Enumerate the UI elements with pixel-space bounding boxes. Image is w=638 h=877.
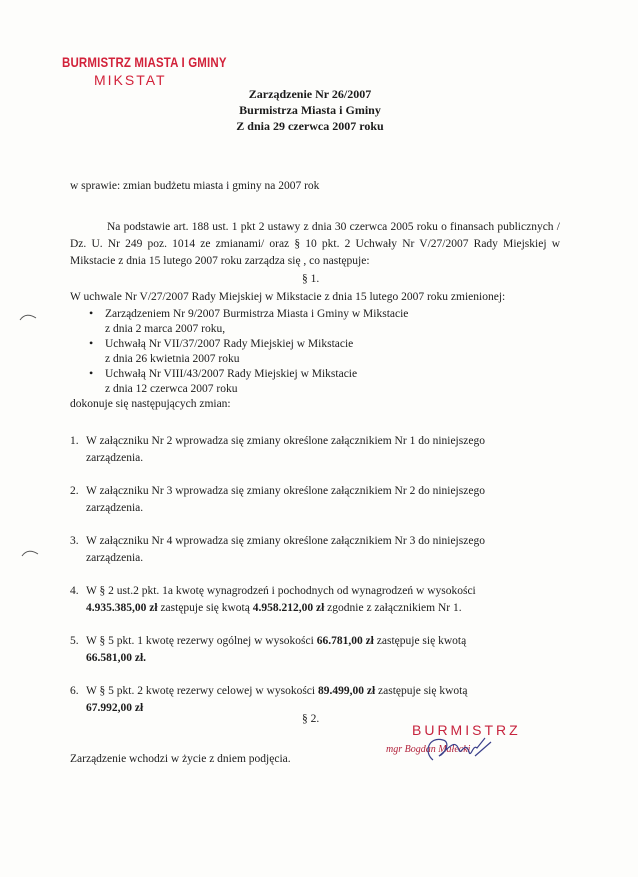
list-item-line-2: z dnia 26 kwietnia 2007 roku [105, 353, 240, 365]
amount-old: 89.499,00 zł [317, 685, 376, 697]
change-item [70, 633, 560, 667]
intro-paragraph: Na podstawie art. 188 ust. 1 pkt 2 ustawy z dnia 30 czerwca 2005 roku o finansach publicznych / Dz. U. Nr 249 poz. 1014 ze zmianami/ oraz § 10 pkt. 2 Uchwały Nr V/27/2007 Rady Miejskiej w Mikstacie z dnia 15 lutego 2007 roku zarządza się , co następuje: [70, 221, 560, 267]
change-number: 3. [70, 535, 79, 547]
bullet-icon: • [89, 306, 94, 320]
amount-new: 66.581,00 zł. [86, 652, 147, 664]
title-line-1: Zarządzenie Nr 26/2007 [248, 87, 372, 101]
section-1-mark: § 1. [302, 273, 320, 285]
signature-stamp [380, 722, 540, 755]
title-line-3: Z dnia 29 czerwca 2007 roku [236, 119, 384, 133]
change-line-2 [86, 600, 560, 617]
stamp-line-1: BURMISTRZ MIASTA I GMINY [62, 54, 227, 70]
header-stamp [62, 54, 263, 88]
change-line-2: zarządzenia. [86, 552, 144, 564]
list-item-line-1: Uchwałą Nr VII/37/2007 Rady Miejskiej w Mikstacie [105, 338, 354, 350]
amount-new: 4.958.212,00 zł [252, 602, 325, 614]
change-number: 5. [70, 635, 79, 647]
bullet-icon: • [89, 366, 94, 380]
margin-scribble-icon [20, 548, 40, 558]
change-number: 1. [70, 435, 79, 447]
section-2-text: Zarządzenie wchodzi w życie z dniem podjęcia. [70, 753, 291, 765]
change-item [70, 433, 560, 467]
change-text-pre: W § 5 pkt. 1 kwotę rezerwy ogólnej w wysokości [86, 635, 317, 647]
bullet-icon: • [89, 336, 94, 350]
change-text-pre: W § 5 pkt. 2 kwotę rezerwy celowej w wysokości [86, 685, 318, 697]
handwritten-signature-icon [415, 730, 505, 770]
section-1-body [70, 290, 560, 412]
subject-line: w sprawie: zmian budżetu miasta i gminy na 2007 rok [70, 180, 320, 192]
change-line-2: zarządzenia. [86, 452, 144, 464]
document-title [200, 86, 420, 134]
amount-tail: zgodnie z załącznikiem Nr 1. [324, 602, 462, 614]
list-item [70, 367, 560, 397]
change-line-1: W załączniku Nr 3 wprowadza się zmiany określone załącznikiem Nr 2 do niniejszego [86, 485, 485, 497]
list-item-line-2: z dnia 2 marca 2007 roku, [105, 323, 226, 335]
signature-role: BURMISTRZ [412, 722, 521, 738]
amount-old: 4.935.385,00 zł [86, 602, 158, 614]
change-number: 4. [70, 585, 79, 597]
changes-list [70, 433, 560, 733]
change-line-1: W załączniku Nr 2 wprowadza się zmiany określone załącznikiem Nr 1 do niniejszego [86, 435, 485, 447]
change-line-1: W załączniku Nr 4 wprowadza się zmiany określone załącznikiem Nr 3 do niniejszego [86, 535, 485, 547]
section-2-mark: § 2. [302, 713, 320, 725]
change-text-post: zastępuje się kwotą [373, 635, 467, 647]
list-item-line-1: Zarządzeniem Nr 9/2007 Burmistrza Miasta i Gminy w Mikstacie [105, 308, 409, 320]
change-line-2 [86, 700, 560, 717]
amount-old: 66.781,00 zł [316, 635, 374, 647]
amount-new: 67.992,00 zł [86, 702, 144, 714]
change-text-post: zastępuje się kwotą [375, 685, 468, 697]
signature-name: mgr Bogdan Małecki [386, 744, 471, 755]
change-line-2 [86, 650, 560, 667]
change-number: 6. [70, 685, 79, 697]
change-line-1 [86, 633, 560, 650]
list-item-line-1: Uchwałą Nr VIII/43/2007 Rady Miejskiej w Mikstacie [105, 368, 358, 380]
change-line-1: W § 2 ust.2 pkt. 1a kwotę wynagrodzeń i pochodnych od wynagrodzeń w wysokości [86, 585, 476, 597]
change-number: 2. [70, 485, 79, 497]
list-item-line-2: z dnia 12 czerwca 2007 roku [105, 383, 238, 395]
section-1-trail: dokonuje się następujących zmian: [70, 398, 231, 410]
change-line-1 [86, 683, 560, 700]
change-item [70, 683, 560, 717]
amount-connector: zastępuje się kwotą [157, 602, 253, 614]
change-item [70, 583, 560, 617]
amendment-list [70, 307, 560, 397]
section-1-lead: W uchwale Nr V/27/2007 Rady Miejskiej w Mikstacie z dnia 15 lutego 2007 roku zmienionej: [70, 291, 506, 303]
title-line-2: Burmistrza Miasta i Gminy [239, 103, 381, 117]
margin-scribble-icon [18, 312, 38, 322]
stamp-line-2: MIKSTAT [94, 72, 167, 88]
change-item [70, 533, 560, 567]
change-line-2: zarządzenia. [86, 502, 144, 514]
list-item [70, 337, 560, 367]
list-item [70, 307, 560, 337]
change-item [70, 483, 560, 517]
